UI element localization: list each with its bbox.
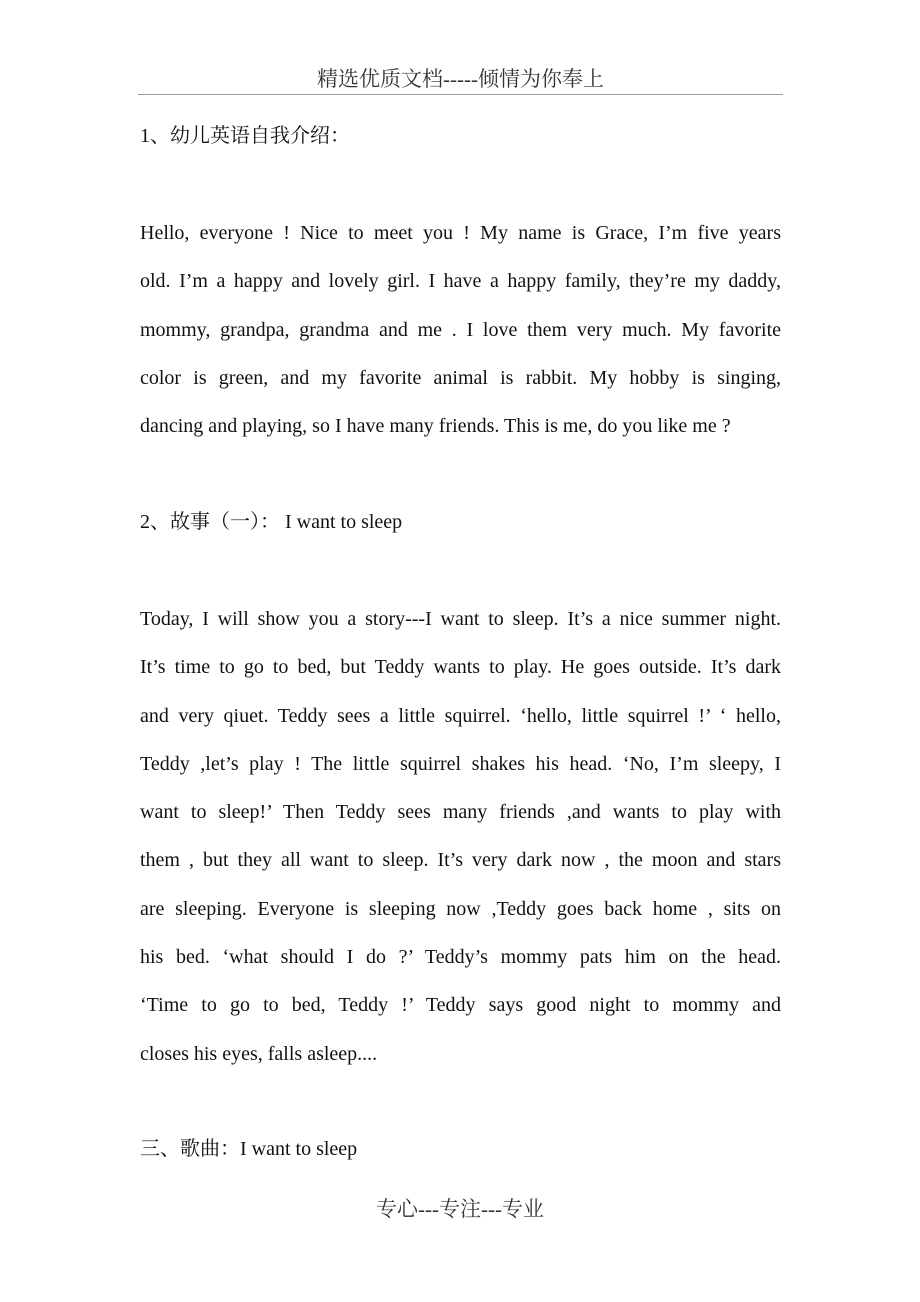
self-intro-paragraph bbox=[140, 209, 781, 450]
text-line: closes his eyes, falls asleep.... bbox=[140, 1042, 378, 1065]
text-line: are sleeping. Everyone is sleeping now ,Teddy goes back home , sits on bbox=[140, 897, 781, 920]
section-heading-song: 三、歌曲：I want to sleep bbox=[140, 1138, 358, 1160]
page-header: 精选优质文档-----倾情为你奉上 bbox=[138, 64, 783, 95]
text-line: Today, I will show you a story---I want to sleep. It’s a nice summer night. bbox=[140, 608, 781, 630]
text-line: mommy, grandpa, grandma and me . I love them very much. My favorite bbox=[140, 318, 781, 341]
section-heading-self-intro: 1、幼儿英语自我介绍： bbox=[140, 125, 350, 147]
text-line: Hello, everyone ! Nice to meet you ! My name is Grace, I’m five years bbox=[140, 222, 781, 244]
text-line: It’s time to go to bed, but Teddy wants to play. He goes outside. It’s dark bbox=[140, 656, 781, 679]
text-line: want to sleep!’ Then Teddy sees many friends ,and wants to play with bbox=[140, 801, 781, 824]
text-line: Teddy ,let’s play ! The little squirrel shakes his head. ‘No, I’m sleepy, I bbox=[140, 752, 781, 775]
page-footer: 专心---专注---专业 bbox=[376, 1197, 544, 1221]
text-line: ‘Time to go to bed, Teddy !’ Teddy says good night to mommy and bbox=[140, 994, 781, 1017]
text-line: his bed. ‘what should I do ?’ Teddy’s mommy pats him on the head. bbox=[140, 946, 781, 969]
text-line: color is green, and my favorite animal is rabbit. My hobby is singing, bbox=[140, 366, 781, 389]
text-line: old. I’m a happy and lovely girl. I have a happy family, they’re my daddy, bbox=[140, 270, 781, 293]
section-heading-story: 2、故事（一）： I want to sleep bbox=[140, 511, 403, 533]
story-paragraph bbox=[140, 595, 781, 1078]
text-line: and very qiuet. Teddy sees a little squirrel. ‘hello, little squirrel !’ ‘ hello, bbox=[140, 704, 781, 727]
text-line: dancing and playing, so I have many friends. This is me, do you like me ? bbox=[140, 415, 731, 438]
text-line: them , but they all want to sleep. It’s very dark now , the moon and stars bbox=[140, 849, 781, 872]
